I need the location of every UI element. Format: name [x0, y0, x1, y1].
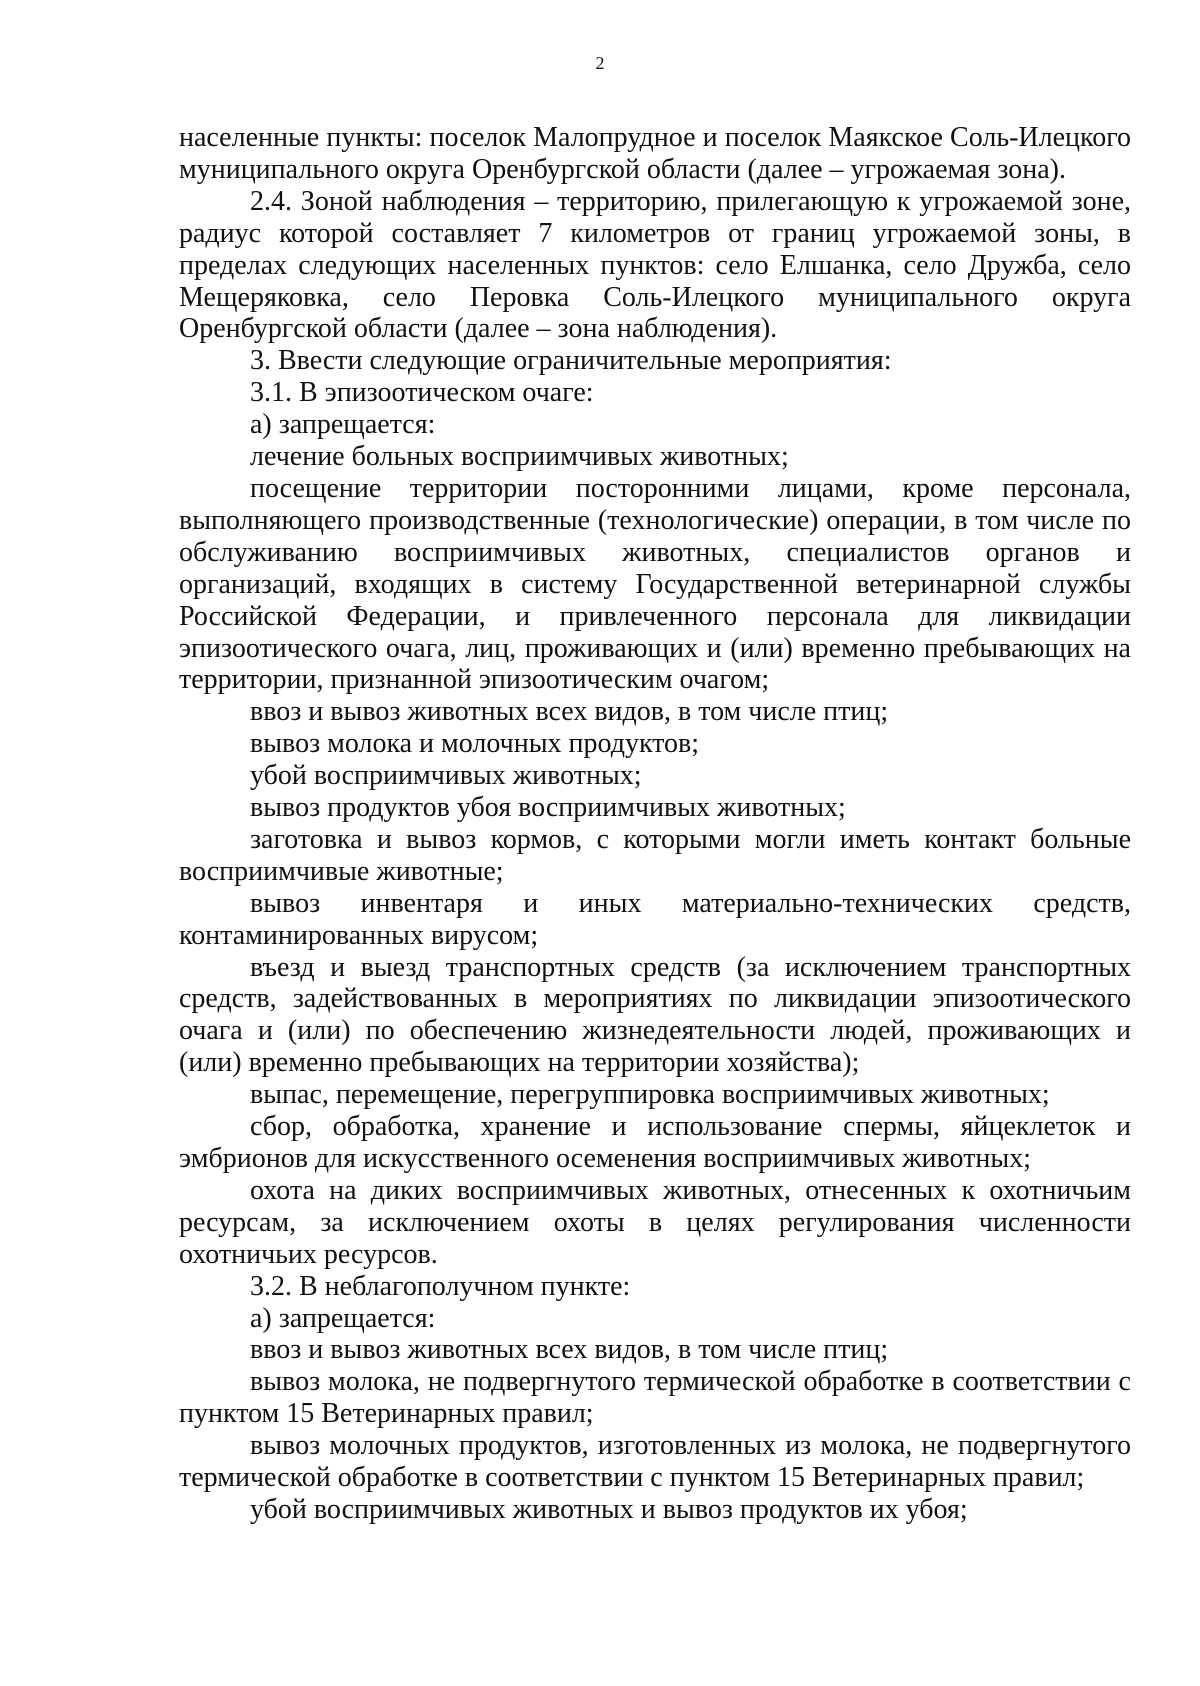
paragraph: а) запрещается:: [250, 409, 436, 441]
paragraph: убой восприимчивых животных и вывоз продуктов их убоя;: [250, 1493, 968, 1525]
paragraph: а) запрещается:: [250, 1302, 436, 1334]
paragraph: посещение территории посторонними лицами, кроме персонала, выполняющего производственные (технологические) операции, в том числе по обслуживанию восприимчивых животных, специалистов органов и организаций, входящих в систему Государственной ветеринарной службы Российской Федерации, и привлеченного персонала для ликвидации эпизоотического очага, лиц, проживающих и (или) временно пребывающих на территории, признанной эпизоотическим очагом;: [179, 472, 1131, 696]
paragraph: заготовка и вывоз кормов, с которыми могли иметь контакт больные восприимчивые животные;: [179, 823, 1131, 887]
paragraph: вывоз молока и молочных продуктов;: [250, 728, 700, 760]
paragraph: лечение больных восприимчивых животных;: [250, 441, 789, 473]
paragraph: въезд и выезд транспортных средств (за исключением транспортных средств, задействованных в мероприятиях по ликвидации эпизоотического очага и (или) по обеспечению жизнедеятельности людей, проживающих и (или) временно пребывающих на территории хозяйства);: [179, 951, 1131, 1079]
paragraph: убой восприимчивых животных;: [250, 760, 642, 792]
paragraph: населенные пункты: поселок Малопрудное и поселок Маякское Соль-Илецкого муниципального округа Оренбургской области (далее – угрожаемая зона).: [179, 122, 1131, 185]
paragraph: ввоз и вывоз животных всех видов, в том числе птиц;: [250, 1334, 889, 1366]
paragraph: вывоз молочных продуктов, изготовленных из молока, не подвергнутого термической обработке в соответствии с пунктом 15 Ветеринарных правил;: [179, 1430, 1131, 1494]
paragraph: ввоз и вывоз животных всех видов, в том числе птиц;: [250, 696, 889, 728]
paragraph: вывоз продуктов убоя восприимчивых животных;: [250, 792, 846, 824]
document-body: [179, 122, 1131, 1526]
paragraph: 2.4. Зоной наблюдения – территорию, прилегающую к угрожаемой зоне, радиус которой составляет 7 километров от границ угрожаемой зоны, в пределах следующих населенных пунктов: село Елшанка, село Дружба, село Мещеряковка, село Перовка Соль-Илецкого муниципального округа Оренбургской области (далее – зона наблюдения).: [179, 185, 1131, 345]
paragraph: выпас, перемещение, перегруппировка восприимчивых животных;: [250, 1079, 1050, 1111]
paragraph: 3.1. В эпизоотическом очаге:: [250, 377, 594, 409]
paragraph: охота на диких восприимчивых животных, отнесенных к охотничьим ресурсам, за исключением охоты в целях регулирования численности охотничьих ресурсов.: [179, 1174, 1131, 1270]
paragraph: 3. Ввести следующие ограничительные мероприятия:: [250, 345, 892, 377]
paragraph: вывоз молока, не подвергнутого термической обработке в соответствии с пунктом 15 Ветеринарных правил;: [179, 1366, 1131, 1430]
paragraph: вывоз инвентаря и иных материально-технических средств, контаминированных вирусом;: [179, 887, 1131, 951]
page-number: 2: [595, 53, 605, 73]
paragraph: сбор, обработка, хранение и использование спермы, яйцеклеток и эмбрионов для искусственного осеменения восприимчивых животных;: [179, 1111, 1131, 1174]
paragraph: 3.2. В неблагополучном пункте:: [250, 1270, 631, 1302]
